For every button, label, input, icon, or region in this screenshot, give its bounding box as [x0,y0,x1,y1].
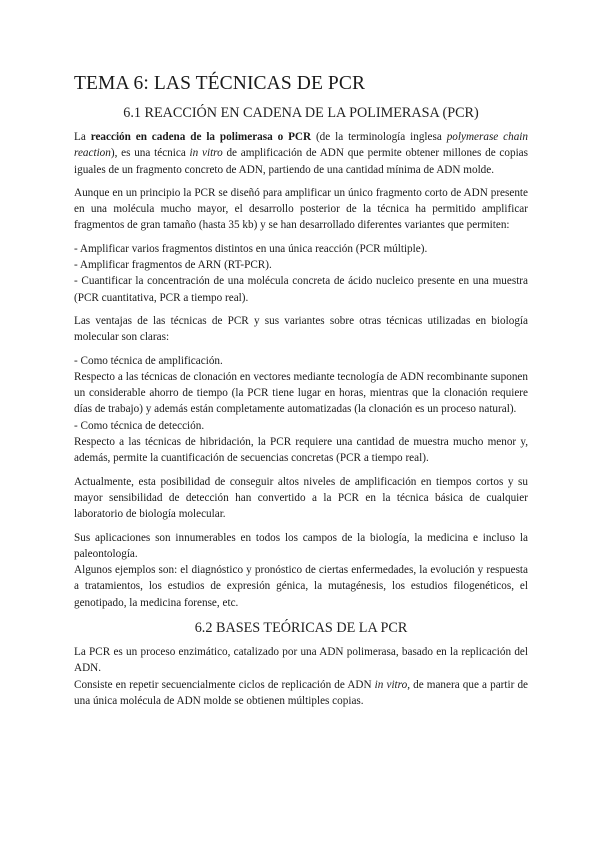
paragraph-pcr-definition [74,129,528,178]
paragraph-current-status: Actualmente, esta posibilidad de conseguir altos niveles de amplificación en tiempos cortos y su mayor sensibilidad de detección han convertido a la PCR en la técnica básica de cualquier laboratorio de biología molecular. [74,475,528,521]
bold-term-pcr: reacción en cadena de la polimerasa o PCR [90,131,312,143]
advantage-amplification-title: - Como técnica de amplificación. [74,354,223,367]
advantage-detection-text: Respecto a las técnicas de hibridación, la PCR requiere una cantidad de muestra mucho menor y, además, permite la cuantificación de secuencias concretas (PCR a tiempo real). [74,436,528,465]
text-run: , de manera que a partir de una única molécula de ADN molde se obtienen múltiples copias. [74,678,528,707]
paragraph-advantages-intro: Las ventajas de las técnicas de PCR y sus variantes sobre otras técnicas utilizadas en biología molecular son claras: [74,314,528,344]
text-run: ), es una técnica [110,147,190,160]
text-run: (de la terminología inglesa [311,131,447,143]
advantages-block [74,353,528,467]
paragraph-applications: Sus aplicaciones son innumerables en todos los campos de la biología, la medicina e incluso la paleontología. [74,531,528,560]
text-run: Consiste en repetir secuencialmente ciclos de replicación de ADN [74,678,375,691]
document-title: TEMA 6: LAS TÉCNICAS DE PCR [74,73,366,94]
text-run: de amplificación de ADN que permite obtener millones de copias iguales de un fragmento concreto de ADN, partiendo de una cantidad mínima de ADN molde. [74,147,528,176]
list-item: - Amplificar varios fragmentos distintos en una única reacción (PCR múltiple). [74,242,428,255]
theory-block [74,644,528,709]
italic-term-in-vitro: in vitro [189,147,223,160]
document-page [74,72,528,716]
variants-list [74,241,528,306]
advantage-amplification-text: Respecto a las técnicas de clonación en vectores mediante tecnología de ADN recombinante suponen un considerable ahorro de tiempo (la PCR tiene lugar en horas, mientras que la clonación requiere días de trabajo) y además están completamente automatizadas (la clonación es un proceso natural). [74,370,528,416]
paragraph-examples: Algunos ejemplos son: el diagnóstico y pronóstico de ciertas enfermedades, la evolución y respuesta a tratamientos, los estudios de expresión génica, la mutagénesis, los estudios filogenéticos, el genotipado, la medicina forense, etc. [74,564,528,609]
italic-term-polymerase-chain-reaction: polymerase chain reaction [74,131,528,160]
section-heading-6-1: 6.1 REACCIÓN EN CADENA DE LA POLIMERASA (PCR) [123,105,479,121]
section-heading-6-2: 6.2 BASES TEÓRICAS DE LA PCR [194,620,408,637]
paragraph-replication-cycles [74,677,528,710]
text-run: La [74,131,91,143]
list-item: - Cuantificar la concentración de una molécula concreta de ácido nucleico presente en una muestra (PCR cuantitativa, PCR a tiempo real). [74,275,528,304]
italic-term-in-vitro: in vitro [374,678,408,691]
paragraph-enzymatic-process: La PCR es un proceso enzimático, catalizado por una ADN polimerasa, basado en la replicación del ADN. [74,646,528,675]
list-item: - Amplificar fragmentos de ARN (RT-PCR). [74,259,272,272]
paragraph-pcr-development: Aunque en un principio la PCR se diseñó para amplificar un único fragmento corto de ADN presente en una molécula mucho mayor, el desarrollo posterior de la técnica ha permitido amplificar fragmentos de gran tamaño (hasta 35 kb) y se han desarrollado diferentes variantes que permiten: [74,186,528,232]
advantage-detection-title: - Como técnica de detección. [74,419,205,432]
applications-block [74,530,528,611]
